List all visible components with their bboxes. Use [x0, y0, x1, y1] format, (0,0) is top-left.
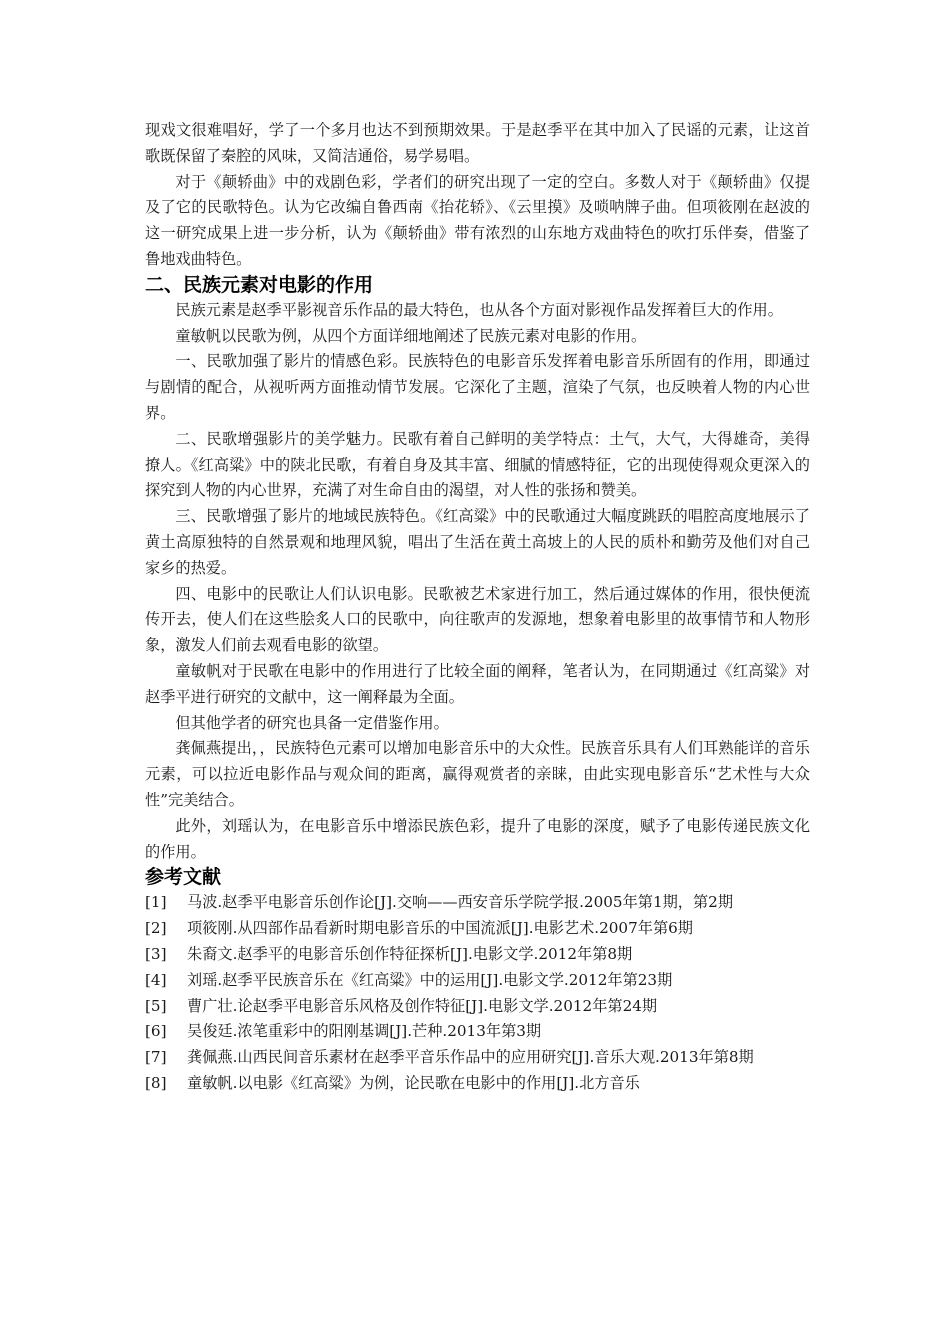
paragraph: 此外，刘瑶认为，在电影音乐中增添民族色彩，提升了电影的深度，赋予了电影传递民族文化的作用。 — [145, 816, 810, 861]
reference-item — [145, 916, 810, 942]
reference-text: 童敏帆.以电影《红高粱》为例，论民歌在电影中的作用[J].北方音乐 — [187, 1073, 640, 1092]
reference-number: [2] — [145, 919, 167, 938]
reference-item — [145, 1071, 810, 1097]
reference-item — [145, 890, 810, 916]
document-page — [145, 118, 810, 1097]
paragraph: 但其他学者的研究也具备一定借鉴作用。 — [175, 713, 449, 732]
reference-number: [4] — [145, 970, 167, 989]
reference-number: [5] — [145, 996, 167, 1015]
reference-text: 曹广壮.论赵季平电影音乐风格及创作特征[J].电影文学.2012年第24期 — [187, 996, 658, 1015]
paragraph: 一、民歌加强了影片的情感色彩。民族特色的电影音乐发挥着电影音乐所固有的作用，即通过与剧情的配合，从视听两方面推动情节发展。它深化了主题，渲染了气氛，也反映着人物的内心世界。 — [145, 352, 810, 422]
reference-text: 朱裔文.赵季平的电影音乐创作特征探析[J].电影文学.2012年第8期 — [187, 944, 633, 963]
reference-item — [145, 1045, 810, 1071]
reference-text: 马波.赵季平电影音乐创作论[J].交响——西安音乐学院学报.2005年第1期，第2期 — [187, 893, 734, 912]
reference-number: [1] — [145, 893, 167, 912]
reference-number: [6] — [145, 1022, 167, 1041]
paragraph: 童敏帆以民歌为例，从四个方面详细地阐述了民族元素对电影的作用。 — [175, 326, 647, 345]
paragraph: 三、民歌增强了影片的地域民族特色。《红高粱》中的民歌通过大幅度跳跃的唱腔高度地展示了黄土高原独特的自然景观和地理风貌，唱出了生活在黄土高坡上的人民的质朴和勤劳及他们对自己家乡的热爱。 — [145, 507, 810, 577]
reference-item — [145, 942, 810, 968]
paragraph: 龚佩燕提出，，民族特色元素可以增加电影音乐中的大众性。民族音乐具有人们耳熟能详的音乐元素，可以拉近电影作品与观众间的距离，赢得观赏者的亲睐，由此实现电影音乐“艺术性与大众性”完美结合。 — [145, 739, 810, 809]
reference-text: 龚佩燕.山西民间音乐素材在赵季平音乐作品中的应用研究[J].音乐大观.2013年第8期 — [187, 1048, 754, 1067]
paragraph: 四、电影中的民歌让人们认识电影。民歌被艺术家进行加工，然后通过媒体的作用，很快便流传开去，使人们在这些脍炙人口的民歌中，向往歌声的发源地，想象着电影里的故事情节和人物形象，激发人们前去观看电影的欲望。 — [145, 584, 810, 655]
reference-number: [7] — [145, 1048, 167, 1067]
reference-item — [145, 968, 810, 994]
reference-text: 刘瑶.赵季平民族音乐在《红高粱》中的运用[J].电影文学.2012年第23期 — [187, 970, 673, 989]
paragraph: 民族元素是赵季平影视音乐作品的最大特色，也从各个方面对影视作品发挥着巨大的作用。 — [175, 300, 783, 319]
paragraph: 二、民歌增强影片的美学魅力。民歌有着自己鲜明的美学特点：土气，大气，大得雄奇，美得撩人。《红高粱》中的陕北民歌，有着自身及其丰富、细腻的情感特征，它的出现使得观众更深入的探究到人物的内心世界，充满了对生命自由的渴望，对人性的张扬和赞美。 — [145, 429, 810, 500]
paragraph-dianjiaoqu: 对于《颠轿曲》中的戏剧色彩，学者们的研究出现了一定的空白。多数人对于《颠轿曲》仅提及了它的民歌特色。认为它改编自鲁西南《抬花轿》、《云里摸》及唢呐牌子曲。但项筱刚在赵波的这一研究成果上进一步分析，认为《颠轿曲》带有浓烈的山东地方戏曲特色的吹打乐伴奏，借鉴了鲁地戏曲特色。 — [145, 172, 810, 268]
reference-text: 吴俊廷.浓笔重彩中的阳刚基调[J].芒种.2013年第3期 — [187, 1022, 542, 1041]
reference-number: [8] — [145, 1073, 167, 1092]
reference-list — [145, 890, 810, 1096]
reference-item — [145, 994, 810, 1020]
section-heading-ethnic-elements: 二、民族元素对电影的作用 — [145, 273, 374, 296]
reference-item — [145, 1019, 810, 1045]
paragraph-continuation: 现戏文很难唱好，学了一个多月也达不到预期效果。于是赵季平在其中加入了民谣的元素，让这首歌既保留了秦腔的风味，又简洁通俗，易学易唱。 — [145, 121, 810, 165]
reference-number: [3] — [145, 944, 167, 963]
reference-text: 项筱刚.从四部作品看新时期电影音乐的中国流派[J].电影艺术.2007年第6期 — [187, 919, 693, 938]
paragraph: 童敏帆对于民歌在电影中的作用进行了比较全面的阐释，笔者认为，在同期通过《红高粱》对赵季平进行研究的文献中，这一阐释最为全面。 — [145, 661, 810, 706]
references-heading: 参考文献 — [145, 866, 222, 889]
